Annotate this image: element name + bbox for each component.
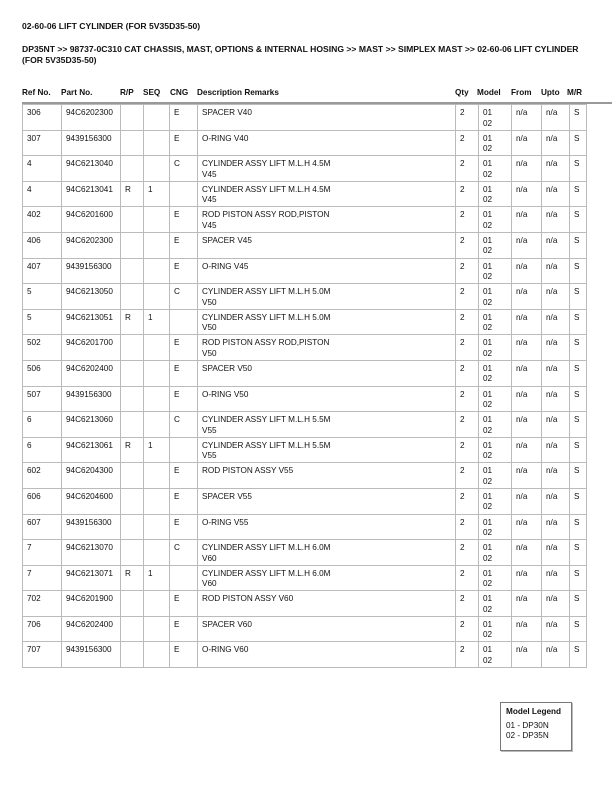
- cell-mr: S: [570, 565, 587, 591]
- table-row: [23, 540, 587, 566]
- cell-seq: [144, 386, 170, 412]
- cell-ref: 307: [23, 130, 62, 156]
- cell-model: 01 02: [479, 156, 512, 182]
- cell-qty: 2: [456, 207, 479, 233]
- cell-from: n/a: [512, 130, 542, 156]
- cell-upto: n/a: [542, 488, 570, 514]
- cell-from: n/a: [512, 360, 542, 386]
- cell-part: 94C6204600: [62, 488, 121, 514]
- cell-mr: S: [570, 412, 587, 438]
- cell-mr: S: [570, 181, 587, 207]
- cell-model: 01 02: [479, 335, 512, 361]
- cell-rp: R: [121, 309, 144, 335]
- cell-upto: n/a: [542, 412, 570, 438]
- cell-mr: S: [570, 540, 587, 566]
- model-legend: [500, 702, 572, 751]
- cell-part: 94C6201900: [62, 591, 121, 617]
- cell-desc: SPACER V40: [198, 105, 456, 131]
- table-row: [23, 463, 587, 489]
- cell-part: 9439156300: [62, 258, 121, 284]
- cell-model: 01 02: [479, 105, 512, 131]
- cell-rp: [121, 591, 144, 617]
- cell-cng: C: [170, 156, 198, 182]
- cell-seq: [144, 105, 170, 131]
- cell-cng: C: [170, 540, 198, 566]
- cell-seq: 1: [144, 437, 170, 463]
- cell-cng: E: [170, 105, 198, 131]
- cell-model: 01 02: [479, 412, 512, 438]
- cell-upto: n/a: [542, 463, 570, 489]
- cell-qty: 2: [456, 181, 479, 207]
- cell-seq: [144, 360, 170, 386]
- cell-upto: n/a: [542, 309, 570, 335]
- cell-cng: E: [170, 335, 198, 361]
- cell-ref: 306: [23, 105, 62, 131]
- cell-from: n/a: [512, 488, 542, 514]
- cell-desc: ROD PISTON ASSY V55: [198, 463, 456, 489]
- cell-from: n/a: [512, 540, 542, 566]
- cell-seq: [144, 591, 170, 617]
- cell-qty: 2: [456, 412, 479, 438]
- cell-desc: SPACER V55: [198, 488, 456, 514]
- cell-qty: 2: [456, 360, 479, 386]
- cell-ref: 407: [23, 258, 62, 284]
- cell-seq: [144, 130, 170, 156]
- cell-part: 94C6201600: [62, 207, 121, 233]
- cell-seq: 1: [144, 565, 170, 591]
- cell-rp: [121, 130, 144, 156]
- cell-upto: n/a: [542, 156, 570, 182]
- cell-part: 9439156300: [62, 514, 121, 540]
- cell-desc: CYLINDER ASSY LIFT M.L.H 4.5M V45: [198, 156, 456, 182]
- cell-seq: [144, 258, 170, 284]
- cell-cng: E: [170, 616, 198, 642]
- table-row: [23, 309, 587, 335]
- cell-qty: 2: [456, 616, 479, 642]
- cell-seq: [144, 232, 170, 258]
- cell-part: 94C6201700: [62, 335, 121, 361]
- cell-model: 01 02: [479, 591, 512, 617]
- cell-upto: n/a: [542, 284, 570, 310]
- cell-ref: 402: [23, 207, 62, 233]
- cell-qty: 2: [456, 232, 479, 258]
- cell-qty: 2: [456, 540, 479, 566]
- cell-desc: SPACER V45: [198, 232, 456, 258]
- cell-seq: [144, 642, 170, 668]
- cell-mr: S: [570, 309, 587, 335]
- cell-part: 94C6202400: [62, 360, 121, 386]
- cell-cng: E: [170, 463, 198, 489]
- cell-rp: [121, 335, 144, 361]
- cell-desc: CYLINDER ASSY LIFT M.L.H 4.5M V45: [198, 181, 456, 207]
- cell-desc: ROD PISTON ASSY V60: [198, 591, 456, 617]
- col-desc: Description Remarks: [197, 88, 279, 97]
- cell-qty: 2: [456, 488, 479, 514]
- table-row: [23, 565, 587, 591]
- cell-part: 94C6213060: [62, 412, 121, 438]
- table-row: [23, 437, 587, 463]
- cell-desc: SPACER V60: [198, 616, 456, 642]
- cell-part: 94C6213061: [62, 437, 121, 463]
- cell-part: 9439156300: [62, 386, 121, 412]
- cell-desc: CYLINDER ASSY LIFT M.L.H 5.0M V50: [198, 309, 456, 335]
- cell-part: 9439156300: [62, 130, 121, 156]
- cell-model: 01 02: [479, 514, 512, 540]
- cell-ref: 606: [23, 488, 62, 514]
- cell-part: 94C6213070: [62, 540, 121, 566]
- cell-mr: S: [570, 335, 587, 361]
- cell-model: 01 02: [479, 540, 512, 566]
- cell-rp: [121, 232, 144, 258]
- cell-desc: O-RING V45: [198, 258, 456, 284]
- cell-model: 01 02: [479, 616, 512, 642]
- table-row: [23, 130, 587, 156]
- cell-ref: 7: [23, 565, 62, 591]
- cell-ref: 4: [23, 181, 62, 207]
- table-row: [23, 232, 587, 258]
- cell-upto: n/a: [542, 360, 570, 386]
- cell-part: 94C6202400: [62, 616, 121, 642]
- cell-model: 01 02: [479, 437, 512, 463]
- cell-upto: n/a: [542, 540, 570, 566]
- cell-qty: 2: [456, 284, 479, 310]
- cell-ref: 702: [23, 591, 62, 617]
- cell-model: 01 02: [479, 181, 512, 207]
- cell-from: n/a: [512, 309, 542, 335]
- col-mr: M/R: [567, 88, 583, 97]
- cell-qty: 2: [456, 565, 479, 591]
- cell-desc: SPACER V50: [198, 360, 456, 386]
- cell-model: 01 02: [479, 463, 512, 489]
- cell-from: n/a: [512, 156, 542, 182]
- cell-qty: 2: [456, 386, 479, 412]
- cell-qty: 2: [456, 156, 479, 182]
- cell-desc: CYLINDER ASSY LIFT M.L.H 6.0M V60: [198, 565, 456, 591]
- cell-part: 94C6213050: [62, 284, 121, 310]
- cell-rp: [121, 360, 144, 386]
- col-ref: Ref No.: [22, 88, 51, 97]
- cell-cng: E: [170, 130, 198, 156]
- cell-upto: n/a: [542, 616, 570, 642]
- cell-model: 01 02: [479, 565, 512, 591]
- cell-model: 01 02: [479, 232, 512, 258]
- cell-ref: 5: [23, 284, 62, 310]
- cell-mr: S: [570, 156, 587, 182]
- cell-cng: E: [170, 386, 198, 412]
- cell-part: 94C6213071: [62, 565, 121, 591]
- col-qty: Qty: [455, 88, 469, 97]
- cell-seq: [144, 540, 170, 566]
- cell-rp: R: [121, 565, 144, 591]
- cell-mr: S: [570, 284, 587, 310]
- cell-from: n/a: [512, 565, 542, 591]
- cell-upto: n/a: [542, 105, 570, 131]
- cell-qty: 2: [456, 642, 479, 668]
- cell-model: 01 02: [479, 284, 512, 310]
- cell-mr: S: [570, 386, 587, 412]
- cell-ref: 406: [23, 232, 62, 258]
- cell-ref: 6: [23, 412, 62, 438]
- cell-seq: [144, 463, 170, 489]
- cell-ref: 707: [23, 642, 62, 668]
- cell-upto: n/a: [542, 437, 570, 463]
- cell-qty: 2: [456, 514, 479, 540]
- cell-qty: 2: [456, 591, 479, 617]
- cell-upto: n/a: [542, 207, 570, 233]
- cell-part: 94C6202300: [62, 232, 121, 258]
- cell-desc: CYLINDER ASSY LIFT M.L.H 5.5M V55: [198, 412, 456, 438]
- cell-mr: S: [570, 488, 587, 514]
- cell-mr: S: [570, 105, 587, 131]
- cell-upto: n/a: [542, 181, 570, 207]
- cell-part: 94C6213040: [62, 156, 121, 182]
- cell-ref: 6: [23, 437, 62, 463]
- cell-model: 01 02: [479, 386, 512, 412]
- cell-rp: [121, 514, 144, 540]
- col-model: Model: [477, 88, 501, 97]
- cell-upto: n/a: [542, 335, 570, 361]
- cell-desc: O-RING V40: [198, 130, 456, 156]
- cell-desc: O-RING V55: [198, 514, 456, 540]
- cell-cng: [170, 309, 198, 335]
- cell-rp: [121, 386, 144, 412]
- cell-qty: 2: [456, 335, 479, 361]
- cell-qty: 2: [456, 463, 479, 489]
- cell-desc: O-RING V50: [198, 386, 456, 412]
- cell-model: 01 02: [479, 360, 512, 386]
- legend-title: Model Legend: [506, 707, 562, 716]
- cell-rp: [121, 488, 144, 514]
- cell-mr: S: [570, 437, 587, 463]
- cell-from: n/a: [512, 642, 542, 668]
- cell-from: n/a: [512, 412, 542, 438]
- page-title: 02-60-06 LIFT CYLINDER (FOR 5V35D35-50): [22, 21, 201, 31]
- table-row: [23, 360, 587, 386]
- cell-from: n/a: [512, 386, 542, 412]
- table-row: [23, 591, 587, 617]
- cell-desc: CYLINDER ASSY LIFT M.L.H 5.5M V55: [198, 437, 456, 463]
- cell-seq: [144, 335, 170, 361]
- cell-mr: S: [570, 591, 587, 617]
- cell-ref: 706: [23, 616, 62, 642]
- cell-cng: [170, 565, 198, 591]
- cell-from: n/a: [512, 105, 542, 131]
- cell-ref: 506: [23, 360, 62, 386]
- cell-from: n/a: [512, 437, 542, 463]
- cell-cng: [170, 181, 198, 207]
- col-rp: R/P: [120, 88, 134, 97]
- cell-rp: [121, 463, 144, 489]
- cell-from: n/a: [512, 258, 542, 284]
- cell-upto: n/a: [542, 565, 570, 591]
- table-header: [0, 88, 612, 100]
- cell-model: 01 02: [479, 207, 512, 233]
- cell-cng: E: [170, 514, 198, 540]
- cell-cng: [170, 437, 198, 463]
- cell-upto: n/a: [542, 514, 570, 540]
- table-row: [23, 642, 587, 668]
- table-row: [23, 156, 587, 182]
- cell-seq: [144, 156, 170, 182]
- cell-desc: O-RING V60: [198, 642, 456, 668]
- cell-from: n/a: [512, 284, 542, 310]
- cell-ref: 602: [23, 463, 62, 489]
- table-row: [23, 616, 587, 642]
- table-row: [23, 258, 587, 284]
- cell-seq: [144, 616, 170, 642]
- cell-part: 94C6204300: [62, 463, 121, 489]
- cell-cng: C: [170, 412, 198, 438]
- cell-cng: E: [170, 232, 198, 258]
- cell-rp: [121, 258, 144, 284]
- cell-upto: n/a: [542, 386, 570, 412]
- cell-from: n/a: [512, 616, 542, 642]
- cell-mr: S: [570, 232, 587, 258]
- cell-cng: E: [170, 642, 198, 668]
- cell-seq: [144, 284, 170, 310]
- cell-rp: R: [121, 437, 144, 463]
- cell-upto: n/a: [542, 642, 570, 668]
- cell-ref: 7: [23, 540, 62, 566]
- cell-rp: [121, 616, 144, 642]
- cell-from: n/a: [512, 591, 542, 617]
- cell-seq: 1: [144, 181, 170, 207]
- cell-desc: ROD PISTON ASSY ROD,PISTON V45: [198, 207, 456, 233]
- cell-rp: [121, 105, 144, 131]
- cell-mr: S: [570, 642, 587, 668]
- col-upto: Upto: [541, 88, 560, 97]
- parts-table: [22, 104, 587, 668]
- cell-model: 01 02: [479, 488, 512, 514]
- cell-mr: S: [570, 207, 587, 233]
- cell-mr: S: [570, 130, 587, 156]
- cell-mr: S: [570, 463, 587, 489]
- cell-rp: [121, 540, 144, 566]
- cell-rp: [121, 156, 144, 182]
- cell-qty: 2: [456, 130, 479, 156]
- cell-from: n/a: [512, 181, 542, 207]
- cell-qty: 2: [456, 105, 479, 131]
- table-row: [23, 207, 587, 233]
- table-row: [23, 105, 587, 131]
- cell-part: 9439156300: [62, 642, 121, 668]
- cell-rp: R: [121, 181, 144, 207]
- cell-desc: ROD PISTON ASSY ROD,PISTON V50: [198, 335, 456, 361]
- cell-part: 94C6213041: [62, 181, 121, 207]
- cell-ref: 5: [23, 309, 62, 335]
- table-row: [23, 386, 587, 412]
- cell-part: 94C6202300: [62, 105, 121, 131]
- cell-ref: 507: [23, 386, 62, 412]
- cell-from: n/a: [512, 232, 542, 258]
- col-seq: SEQ: [143, 88, 161, 97]
- cell-upto: n/a: [542, 232, 570, 258]
- cell-ref: 607: [23, 514, 62, 540]
- legend-item: 02 - DP35N: [506, 731, 549, 740]
- cell-qty: 2: [456, 258, 479, 284]
- table-row: [23, 335, 587, 361]
- cell-mr: S: [570, 258, 587, 284]
- cell-seq: [144, 412, 170, 438]
- cell-rp: [121, 642, 144, 668]
- table-row: [23, 284, 587, 310]
- table-row: [23, 181, 587, 207]
- cell-cng: E: [170, 360, 198, 386]
- cell-from: n/a: [512, 207, 542, 233]
- cell-cng: E: [170, 258, 198, 284]
- cell-qty: 2: [456, 309, 479, 335]
- cell-cng: E: [170, 591, 198, 617]
- cell-mr: S: [570, 616, 587, 642]
- col-from: From: [511, 88, 532, 97]
- cell-ref: 502: [23, 335, 62, 361]
- cell-from: n/a: [512, 463, 542, 489]
- cell-model: 01 02: [479, 130, 512, 156]
- cell-part: 94C6213051: [62, 309, 121, 335]
- cell-upto: n/a: [542, 258, 570, 284]
- cell-from: n/a: [512, 335, 542, 361]
- table-row: [23, 412, 587, 438]
- cell-qty: 2: [456, 437, 479, 463]
- cell-upto: n/a: [542, 591, 570, 617]
- cell-model: 01 02: [479, 258, 512, 284]
- cell-cng: C: [170, 284, 198, 310]
- cell-desc: CYLINDER ASSY LIFT M.L.H 6.0M V60: [198, 540, 456, 566]
- cell-model: 01 02: [479, 642, 512, 668]
- cell-desc: CYLINDER ASSY LIFT M.L.H 5.0M V50: [198, 284, 456, 310]
- cell-from: n/a: [512, 514, 542, 540]
- cell-cng: E: [170, 207, 198, 233]
- legend-item: 01 - DP30N: [506, 721, 549, 730]
- cell-upto: n/a: [542, 130, 570, 156]
- cell-seq: [144, 514, 170, 540]
- breadcrumb: DP35NT >> 98737-0C310 CAT CHASSIS, MAST, OPTIONS & INTERNAL HOSING >> MAST >> SIMPLEX MAST >> 02-60-06 LIFT CYLINDER (FOR 5V35D35-50): [22, 44, 579, 65]
- cell-ref: 4: [23, 156, 62, 182]
- cell-mr: S: [570, 514, 587, 540]
- cell-mr: S: [570, 360, 587, 386]
- cell-rp: [121, 207, 144, 233]
- cell-seq: [144, 488, 170, 514]
- cell-cng: E: [170, 488, 198, 514]
- cell-model: 01 02: [479, 309, 512, 335]
- table-row: [23, 514, 587, 540]
- cell-rp: [121, 412, 144, 438]
- table-row: [23, 488, 587, 514]
- col-cng: CNG: [170, 88, 189, 97]
- col-part: Part No.: [61, 88, 93, 97]
- cell-rp: [121, 284, 144, 310]
- cell-seq: 1: [144, 309, 170, 335]
- cell-seq: [144, 207, 170, 233]
